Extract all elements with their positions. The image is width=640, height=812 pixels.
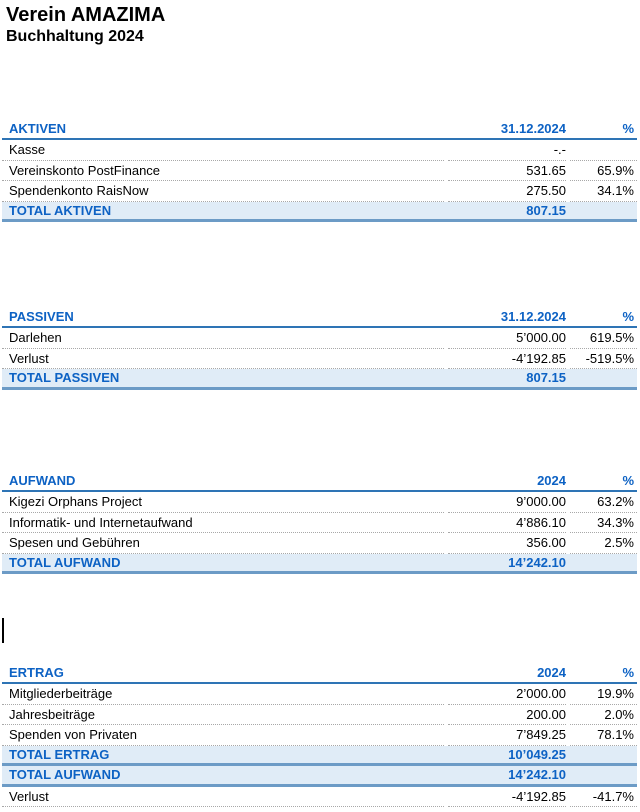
row-label: Vereinskonto PostFinance — [2, 161, 444, 182]
row-percent: 2.5% — [570, 533, 637, 554]
table-row — [2, 725, 637, 746]
table-row — [2, 349, 637, 370]
header-percent-column: % — [622, 472, 634, 488]
aufwand-table — [2, 470, 637, 574]
header-percent-column: % — [622, 120, 634, 136]
header-value-column: 2024 — [537, 664, 566, 680]
row-label: TOTAL PASSIVEN — [9, 370, 120, 386]
row-label: Informatik- und Internetaufwand — [2, 513, 444, 534]
row-label: Darlehen — [2, 328, 444, 349]
header-label: ERTRAG — [9, 664, 64, 680]
total-row — [2, 369, 637, 390]
page-subtitle: Buchhaltung 2024 — [6, 28, 144, 45]
row-value: 807.15 — [526, 202, 566, 218]
row-percent: -41.7% — [570, 787, 637, 808]
row-label: TOTAL AUFWAND — [9, 767, 121, 783]
row-label: Mitgliederbeiträge — [2, 684, 444, 705]
row-percent: -519.5% — [570, 349, 637, 370]
row-label: Spenden von Privaten — [2, 725, 444, 746]
total-row — [2, 746, 637, 767]
row-label: TOTAL ERTRAG — [9, 746, 110, 762]
total-row — [2, 766, 637, 787]
table-row — [2, 492, 637, 513]
header-label: AUFWAND — [9, 472, 76, 488]
table-row — [2, 140, 637, 161]
row-value: 807.15 — [526, 370, 566, 386]
total-row — [2, 554, 637, 575]
table-row — [2, 705, 637, 726]
row-value: 10’049.25 — [508, 746, 566, 762]
header-percent-column: % — [622, 308, 634, 324]
table-row — [2, 684, 637, 705]
row-value: -.- — [448, 140, 566, 161]
row-label: Verlust — [2, 349, 444, 370]
row-percent: 19.9% — [570, 684, 637, 705]
table-header-row — [2, 662, 637, 684]
row-value: 2’000.00 — [448, 684, 566, 705]
row-value: 5’000.00 — [448, 328, 566, 349]
table-header-row — [2, 470, 637, 492]
row-value: -4’192.85 — [448, 349, 566, 370]
row-percent: 619.5% — [570, 328, 637, 349]
row-value: 14’242.10 — [508, 767, 566, 783]
document-header — [6, 4, 165, 46]
row-label: Spesen und Gebühren — [2, 533, 444, 554]
aktiven-table — [2, 118, 637, 222]
row-percent: 2.0% — [570, 705, 637, 726]
ertrag-table — [2, 662, 637, 807]
header-percent-column: % — [622, 664, 634, 680]
table-row — [2, 161, 637, 182]
header-value-column: 2024 — [537, 472, 566, 488]
row-percent: 34.1% — [570, 181, 637, 202]
row-percent — [570, 369, 637, 387]
row-percent: 63.2% — [570, 492, 637, 513]
table-header-row — [2, 306, 637, 328]
row-percent — [570, 140, 637, 161]
table-row — [2, 181, 637, 202]
row-label: TOTAL AKTIVEN — [9, 202, 112, 218]
row-label: Kasse — [2, 140, 444, 161]
table-row — [2, 513, 637, 534]
row-value: 200.00 — [448, 705, 566, 726]
row-value: 9’000.00 — [448, 492, 566, 513]
text-cursor — [2, 618, 4, 643]
header-label: AKTIVEN — [9, 120, 67, 136]
table-row — [2, 328, 637, 349]
page-title: Verein AMAZIMA — [6, 4, 166, 26]
row-value: 356.00 — [448, 533, 566, 554]
table-row — [2, 787, 637, 808]
total-row — [2, 202, 637, 223]
row-percent: 34.3% — [570, 513, 637, 534]
row-value: -4’192.85 — [448, 787, 566, 808]
row-value: 14’242.10 — [508, 554, 566, 570]
row-label: TOTAL AUFWAND — [9, 554, 121, 570]
row-value: 531.65 — [448, 161, 566, 182]
row-percent — [570, 766, 637, 784]
row-percent: 78.1% — [570, 725, 637, 746]
row-percent: 65.9% — [570, 161, 637, 182]
row-percent — [570, 202, 637, 220]
row-percent — [570, 746, 637, 764]
row-value: 275.50 — [448, 181, 566, 202]
row-value: 4’886.10 — [448, 513, 566, 534]
row-label: Spendenkonto RaisNow — [2, 181, 444, 202]
row-value: 7’849.25 — [448, 725, 566, 746]
row-percent — [570, 554, 637, 572]
passiven-table — [2, 306, 637, 390]
header-value-column: 31.12.2024 — [500, 120, 566, 136]
row-label: Kigezi Orphans Project — [2, 492, 444, 513]
table-row — [2, 533, 637, 554]
header-value-column: 31.12.2024 — [500, 308, 566, 324]
table-header-row — [2, 118, 637, 140]
row-label: Jahresbeiträge — [2, 705, 444, 726]
row-label: Verlust — [2, 787, 444, 808]
header-label: PASSIVEN — [9, 308, 74, 324]
